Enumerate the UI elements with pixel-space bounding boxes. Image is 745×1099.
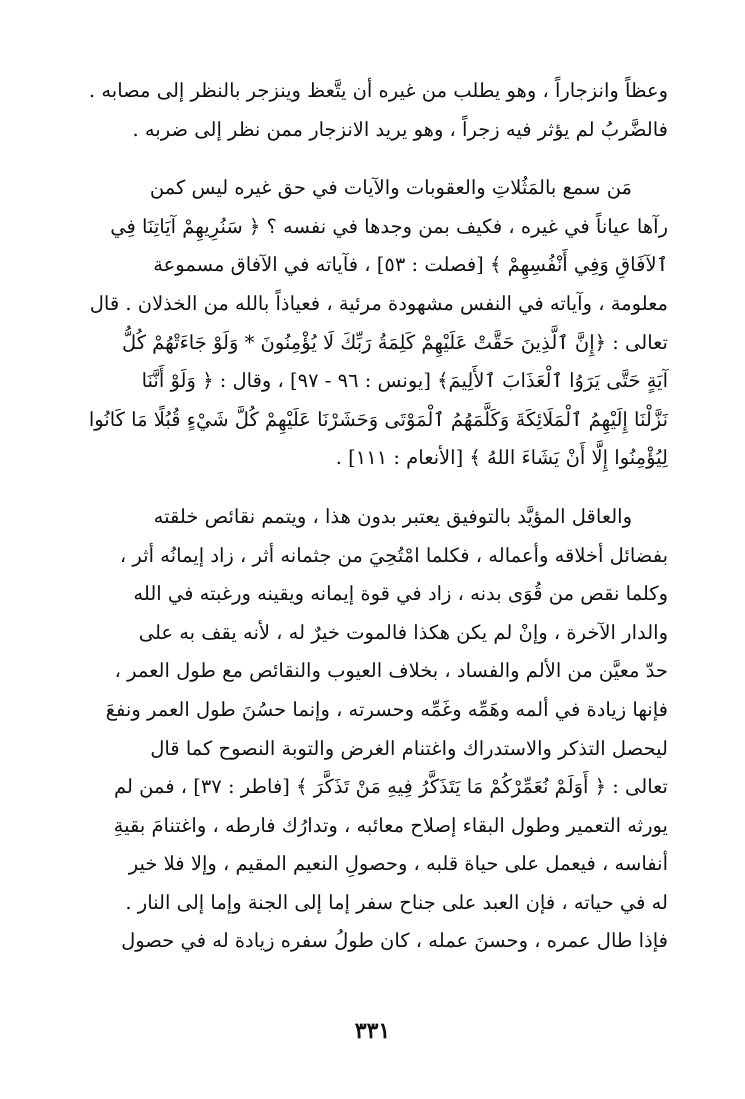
text-line: آيَةٍ حَتَّى يَرَوُا ٱلْعَذَابَ ٱلأَلِيمَ﴾ [يونس : ٩٦ - ٩٧] ، وقال : ﴿ وَلَوْ أَنَّنَا xyxy=(141,369,668,393)
text-line: مَن سمع بالمَثُلاتِ والعقوبات والآيات في حق غيره ليس كمن xyxy=(149,176,632,200)
text-line: تعالى : ﴿إِنَّ ٱلَّذِينَ حَقَّتْ عَلَيْهِمْ كَلِمَةُ رَبِّكَ لَا يُؤْمِنُونَ * وَلَوْ جَاءَتْهُمْ كُلُّ xyxy=(121,330,668,354)
text-line: فالضَّربُ لم يؤثر فيه زجراً ، وهو يريد الانزجار ممن نظر إلى ضربه . xyxy=(132,117,668,141)
text-line: والدار الآخرة ، وإنْ لم يكن هكذا فالموت خيرٌ له ، لأنه يقف به على xyxy=(138,620,668,644)
text-line: لِيُؤْمِنُوا إِلَّا أَنْ يَشَاءَ اللهُ ﴾ [الأنعام : ١١١] . xyxy=(335,446,668,470)
text-line: أنفاسه ، فيعمل على حياة قلبه ، وحصولِ النعيم المقيم ، وإلا فلا خير xyxy=(128,852,668,876)
text-line: ليحصل التذكر والاستدراك واغتنام الغرض والتوبة النصوح كما قال xyxy=(150,736,668,760)
text-line: والعاقل المؤيَّد بالتوفيق يعتبر بدون هذا ، ويتمم نقائص خلقته xyxy=(153,504,632,528)
text-line: يورثه التعمير وطول البقاء إصلاح معائبه ، وتدارُك فارطه ، واغتنامَ بقيةِ xyxy=(113,813,668,837)
text-line: ٱلآفَاقِ وَفِي أَنْفُسِهِمْ ﴾ [فصلت : ٥٣] ، فآياته في الآفاق مسموعة xyxy=(153,253,668,277)
text-line: بفضائل أخلاقه وأعماله ، فكلما امْتُحِيَ من جثمانه أثر ، زاد إيمانُه أثر ، xyxy=(119,543,668,567)
text-line: له في حياته ، فإن العبد على جناح سفر إما إلى الجنة وإما إلى النار . xyxy=(125,890,668,914)
page-number: ٣٣١ xyxy=(354,1018,391,1044)
text-line: وعظاً وانزجاراً ، وهو يطلب من غيره أن يتَّعظ وينزجر بالنظر إلى مصابه . xyxy=(88,79,668,102)
text-line: فإذا طال عمره ، وحسنَ عمله ، كان طولُ سفره زيادة له في حصول xyxy=(121,929,668,953)
paragraph-1 xyxy=(88,72,668,149)
text-line: وكلما نقص من قُوَى بدنه ، زاد في قوة إيمانه ويقينه ورغبته في الله xyxy=(133,582,668,606)
text-line: نَزَّلْنَا إِلَيْهِمُ ٱلْمَلَائِكَةَ وَكَلَّمَهُمُ ٱلْمَوْتَى وَحَشَرْنَا عَلَيْهِمْ كُلَّ شَيْءٍ قُبُلًا مَا كَانُوا xyxy=(88,407,668,431)
text-line: تعالى : ﴿ أَوَلَمْ نُعَمِّرْكُمْ مَا يَتَذَكَّرُ فِيهِ مَنْ تَذَكَّرَ ﴾ [فاطر : ٣٧] ، فمن لم xyxy=(113,775,668,799)
page-body xyxy=(88,72,668,961)
paragraph-3 xyxy=(88,498,668,961)
text-line: معلومة ، وآياته في النفس مشهودة مرئية ، فعياذاً بالله من الخذلان . قال xyxy=(89,291,668,315)
text-line: رآها عياناً في غيره ، فكيف بمن وجدها في نفسه ؟ ﴿ سَنُرِيهِمْ آيَاتِنَا فِي xyxy=(110,214,668,238)
text-line: فإنها زيادة في ألمه وهَمِّه وغَمِّه وحسرته ، وإنما حسُنَ طول العمر ونفعَ xyxy=(105,697,668,721)
text-line: حدّ معيَّن من الألم والفساد ، بخلاف العيوب والنقائص مع طول العمر ، xyxy=(114,659,668,683)
paragraph-2 xyxy=(88,169,668,478)
